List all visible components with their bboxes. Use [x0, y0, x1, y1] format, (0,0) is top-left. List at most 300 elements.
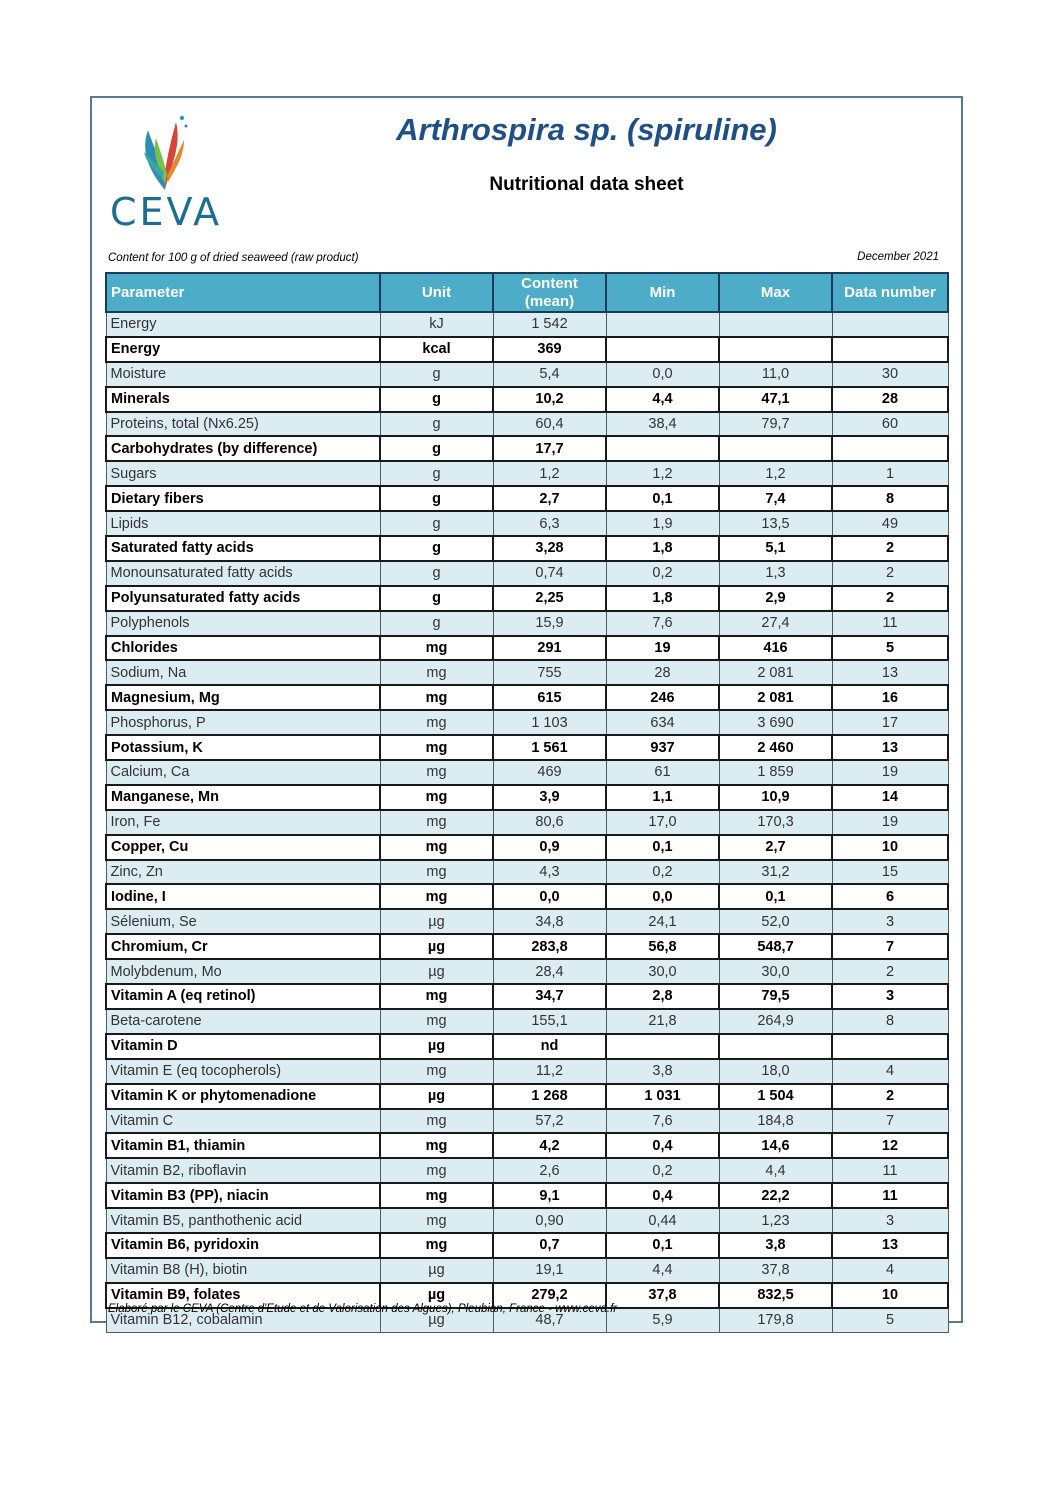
cell-content: 1 542: [493, 312, 606, 337]
cell-max: 7,4: [719, 486, 832, 511]
cell-min: 1,1: [606, 785, 719, 810]
cell-parameter: Chromium, Cr: [106, 934, 380, 959]
cell-parameter: Iodine, I: [106, 884, 380, 909]
cell-max: [719, 337, 832, 362]
cell-max: 11,0: [719, 362, 832, 387]
cell-content: 5,4: [493, 362, 606, 387]
cell-content: 57,2: [493, 1109, 606, 1134]
table-row: [106, 1059, 948, 1084]
cell-min: 19: [606, 636, 719, 661]
cell-min: 37,8: [606, 1283, 719, 1308]
date-label: December 2021: [857, 251, 939, 263]
cell-min: 7,6: [606, 611, 719, 636]
cell-parameter: Monounsaturated fatty acids: [106, 561, 380, 586]
table-row: [106, 835, 948, 860]
cell-min: 38,4: [606, 412, 719, 437]
cell-parameter: Potassium, K: [106, 735, 380, 760]
cell-content: 4,2: [493, 1133, 606, 1158]
cell-max: 3,8: [719, 1233, 832, 1258]
cell-data-number: 13: [832, 1233, 948, 1258]
cell-min: 2,8: [606, 984, 719, 1009]
table-row: [106, 337, 948, 362]
cell-max: 2,7: [719, 835, 832, 860]
cell-unit: g: [380, 387, 493, 412]
cell-max: 2,9: [719, 586, 832, 611]
table-row: [106, 486, 948, 511]
cell-unit: µg: [380, 1283, 493, 1308]
table-row: [106, 884, 948, 909]
cell-data-number: 12: [832, 1133, 948, 1158]
cell-content: 4,3: [493, 860, 606, 885]
cell-min: [606, 337, 719, 362]
table-row: [106, 561, 948, 586]
cell-data-number: 30: [832, 362, 948, 387]
cell-min: 0,1: [606, 1233, 719, 1258]
cell-parameter: Vitamin B5, panthothenic acid: [106, 1208, 380, 1233]
table-row: [106, 984, 948, 1009]
cell-min: 24,1: [606, 909, 719, 934]
cell-max: 10,9: [719, 785, 832, 810]
table-row: [106, 1034, 948, 1059]
cell-unit: mg: [380, 1233, 493, 1258]
cell-parameter: Vitamin B8 (H), biotin: [106, 1258, 380, 1283]
cell-max: 18,0: [719, 1059, 832, 1084]
cell-unit: mg: [380, 636, 493, 661]
cell-data-number: 1: [832, 461, 948, 486]
cell-unit: µg: [380, 1258, 493, 1283]
cell-unit: mg: [380, 835, 493, 860]
cell-content: 11,2: [493, 1059, 606, 1084]
cell-parameter: Vitamin B12, cobalamin: [106, 1308, 380, 1332]
cell-parameter: Polyphenols: [106, 611, 380, 636]
cell-content: 2,6: [493, 1158, 606, 1183]
cell-content: 19,1: [493, 1258, 606, 1283]
cell-content: 291: [493, 636, 606, 661]
cell-min: 5,9: [606, 1308, 719, 1332]
cell-content: 17,7: [493, 436, 606, 461]
cell-content: 469: [493, 760, 606, 785]
cell-min: 3,8: [606, 1059, 719, 1084]
cell-unit: µg: [380, 959, 493, 984]
ceva-logo: [110, 112, 223, 234]
cell-content: nd: [493, 1034, 606, 1059]
cell-parameter: Energy: [106, 312, 380, 337]
cell-unit: kcal: [380, 337, 493, 362]
logo-text: CEVA: [110, 190, 223, 234]
cell-max: 4,4: [719, 1158, 832, 1183]
cell-parameter: Chlorides: [106, 636, 380, 661]
table-row: [106, 1183, 948, 1208]
column-header-parameter: Parameter: [106, 273, 380, 312]
cell-content: 34,8: [493, 909, 606, 934]
cell-unit: g: [380, 511, 493, 536]
cell-min: 61: [606, 760, 719, 785]
cell-min: 0,2: [606, 1158, 719, 1183]
cell-min: 0,2: [606, 561, 719, 586]
cell-data-number: 2: [832, 959, 948, 984]
cell-max: 416: [719, 636, 832, 661]
cell-min: 4,4: [606, 387, 719, 412]
cell-min: 1,9: [606, 511, 719, 536]
cell-max: 30,0: [719, 959, 832, 984]
cell-parameter: Vitamin D: [106, 1034, 380, 1059]
cell-unit: µg: [380, 1034, 493, 1059]
cell-parameter: Beta-carotene: [106, 1009, 380, 1034]
cell-unit: g: [380, 536, 493, 561]
cell-data-number: 11: [832, 1158, 948, 1183]
cell-parameter: Vitamin K or phytomenadione: [106, 1084, 380, 1109]
nutrition-table: [105, 272, 949, 1333]
cell-data-number: 15: [832, 860, 948, 885]
cell-min: 30,0: [606, 959, 719, 984]
cell-parameter: Vitamin B9, folates: [106, 1283, 380, 1308]
cell-data-number: 60: [832, 412, 948, 437]
cell-parameter: Energy: [106, 337, 380, 362]
cell-max: 0,1: [719, 884, 832, 909]
cell-data-number: 3: [832, 1208, 948, 1233]
table-row: [106, 1084, 948, 1109]
cell-data-number: 4: [832, 1059, 948, 1084]
cell-data-number: 2: [832, 586, 948, 611]
cell-unit: g: [380, 486, 493, 511]
cell-content: 3,28: [493, 536, 606, 561]
cell-content: 755: [493, 660, 606, 685]
cell-content: 48,7: [493, 1308, 606, 1332]
cell-data-number: 16: [832, 685, 948, 710]
cell-unit: g: [380, 412, 493, 437]
cell-min: 21,8: [606, 1009, 719, 1034]
seaweed-logo-icon: [110, 112, 220, 192]
cell-min: [606, 436, 719, 461]
table-row: [106, 387, 948, 412]
table-row: [106, 1158, 948, 1183]
cell-content: 6,3: [493, 511, 606, 536]
cell-data-number: 10: [832, 835, 948, 860]
cell-data-number: 3: [832, 984, 948, 1009]
cell-unit: g: [380, 561, 493, 586]
cell-unit: mg: [380, 1208, 493, 1233]
table-row: [106, 959, 948, 984]
cell-data-number: 17: [832, 710, 948, 735]
table-row: [106, 611, 948, 636]
cell-parameter: Iron, Fe: [106, 810, 380, 835]
cell-content: 2,7: [493, 486, 606, 511]
cell-unit: mg: [380, 1109, 493, 1134]
cell-data-number: 8: [832, 486, 948, 511]
cell-data-number: 49: [832, 511, 948, 536]
table-row: [106, 312, 948, 337]
cell-parameter: Sélenium, Se: [106, 909, 380, 934]
cell-min: 7,6: [606, 1109, 719, 1134]
table-row: [106, 909, 948, 934]
cell-data-number: 5: [832, 1308, 948, 1332]
cell-parameter: Calcium, Ca: [106, 760, 380, 785]
cell-unit: mg: [380, 1009, 493, 1034]
cell-parameter: Vitamin B6, pyridoxin: [106, 1233, 380, 1258]
cell-content: 34,7: [493, 984, 606, 1009]
cell-max: 1 504: [719, 1084, 832, 1109]
cell-max: 47,1: [719, 387, 832, 412]
cell-max: 2 460: [719, 735, 832, 760]
cell-data-number: 3: [832, 909, 948, 934]
cell-min: 0,1: [606, 486, 719, 511]
cell-min: 634: [606, 710, 719, 735]
cell-unit: mg: [380, 1158, 493, 1183]
cell-content: 0,9: [493, 835, 606, 860]
cell-max: 1 859: [719, 760, 832, 785]
cell-content: 0,7: [493, 1233, 606, 1258]
cell-unit: mg: [380, 984, 493, 1009]
cell-min: [606, 1034, 719, 1059]
table-row: [106, 1233, 948, 1258]
cell-content: 2,25: [493, 586, 606, 611]
table-row: [106, 636, 948, 661]
table-row: [106, 1258, 948, 1283]
table-row: [106, 362, 948, 387]
cell-data-number: 7: [832, 1109, 948, 1134]
cell-data-number: 11: [832, 1183, 948, 1208]
cell-max: 22,2: [719, 1183, 832, 1208]
table-row: [106, 1133, 948, 1158]
cell-max: [719, 1034, 832, 1059]
table-body: [106, 312, 948, 1332]
cell-parameter: Polyunsaturated fatty acids: [106, 586, 380, 611]
cell-max: 264,9: [719, 1009, 832, 1034]
cell-data-number: 13: [832, 660, 948, 685]
cell-parameter: Vitamin C: [106, 1109, 380, 1134]
table-row: [106, 536, 948, 561]
table-header-row: [106, 273, 948, 312]
cell-max: 2 081: [719, 660, 832, 685]
cell-unit: kJ: [380, 312, 493, 337]
cell-min: 0,0: [606, 884, 719, 909]
cell-data-number: 5: [832, 636, 948, 661]
cell-min: 56,8: [606, 934, 719, 959]
cell-content: 80,6: [493, 810, 606, 835]
cell-unit: g: [380, 436, 493, 461]
cell-parameter: Zinc, Zn: [106, 860, 380, 885]
cell-parameter: Sugars: [106, 461, 380, 486]
cell-content: 28,4: [493, 959, 606, 984]
cell-unit: mg: [380, 660, 493, 685]
table-row: [106, 685, 948, 710]
cell-min: 246: [606, 685, 719, 710]
cell-parameter: Minerals: [106, 387, 380, 412]
cell-unit: mg: [380, 710, 493, 735]
cell-min: 1 031: [606, 1084, 719, 1109]
cell-min: 0,1: [606, 835, 719, 860]
cell-min: 0,0: [606, 362, 719, 387]
cell-min: 0,44: [606, 1208, 719, 1233]
cell-parameter: Moisture: [106, 362, 380, 387]
cell-max: 31,2: [719, 860, 832, 885]
column-header-max: Max: [719, 273, 832, 312]
cell-unit: mg: [380, 760, 493, 785]
page-title: Arthrospira sp. (spiruline): [396, 112, 777, 147]
cell-unit: mg: [380, 735, 493, 760]
cell-max: [719, 312, 832, 337]
cell-parameter: Vitamin B3 (PP), niacin: [106, 1183, 380, 1208]
cell-max: 1,23: [719, 1208, 832, 1233]
cell-data-number: 6: [832, 884, 948, 909]
cell-data-number: 28: [832, 387, 948, 412]
cell-content: 1 103: [493, 710, 606, 735]
cell-parameter: Vitamin E (eq tocopherols): [106, 1059, 380, 1084]
cell-min: 28: [606, 660, 719, 685]
table-row: [106, 660, 948, 685]
column-header-min: Min: [606, 273, 719, 312]
page-subtitle: Nutritional data sheet: [489, 174, 684, 195]
table-row: [106, 860, 948, 885]
cell-unit: g: [380, 611, 493, 636]
cell-data-number: 7: [832, 934, 948, 959]
cell-max: 548,7: [719, 934, 832, 959]
cell-unit: mg: [380, 1059, 493, 1084]
cell-min: 0,4: [606, 1183, 719, 1208]
cell-max: 179,8: [719, 1308, 832, 1332]
cell-max: [719, 436, 832, 461]
column-header-content: Content (mean): [493, 273, 606, 312]
cell-unit: mg: [380, 884, 493, 909]
cell-unit: µg: [380, 1084, 493, 1109]
cell-parameter: Manganese, Mn: [106, 785, 380, 810]
cell-content: 279,2: [493, 1283, 606, 1308]
cell-unit: g: [380, 362, 493, 387]
table-row: [106, 586, 948, 611]
cell-parameter: Carbohydrates (by difference): [106, 436, 380, 461]
cell-min: 1,2: [606, 461, 719, 486]
cell-content: 0,74: [493, 561, 606, 586]
table-row: [106, 436, 948, 461]
cell-data-number: 2: [832, 536, 948, 561]
table-row: [106, 810, 948, 835]
table-row: [106, 1009, 948, 1034]
cell-unit: mg: [380, 860, 493, 885]
cell-min: 0,4: [606, 1133, 719, 1158]
cell-content: 15,9: [493, 611, 606, 636]
cell-max: 1,3: [719, 561, 832, 586]
cell-unit: µg: [380, 934, 493, 959]
cell-data-number: 14: [832, 785, 948, 810]
cell-content: 155,1: [493, 1009, 606, 1034]
cell-data-number: 19: [832, 810, 948, 835]
cell-data-number: 10: [832, 1283, 948, 1308]
cell-content: 369: [493, 337, 606, 362]
cell-max: 79,7: [719, 412, 832, 437]
cell-unit: mg: [380, 685, 493, 710]
cell-content: 0,0: [493, 884, 606, 909]
cell-max: 14,6: [719, 1133, 832, 1158]
cell-data-number: 8: [832, 1009, 948, 1034]
cell-parameter: Molybdenum, Mo: [106, 959, 380, 984]
column-header-data-number: Data number: [832, 273, 948, 312]
cell-min: [606, 312, 719, 337]
table-row: [106, 461, 948, 486]
cell-min: 17,0: [606, 810, 719, 835]
cell-content: 283,8: [493, 934, 606, 959]
content-caption: Content for 100 g of dried seaweed (raw product): [108, 252, 359, 264]
table-row: [106, 760, 948, 785]
cell-data-number: [832, 436, 948, 461]
cell-unit: mg: [380, 785, 493, 810]
cell-max: 184,8: [719, 1109, 832, 1134]
cell-min: 937: [606, 735, 719, 760]
cell-min: 0,2: [606, 860, 719, 885]
cell-max: 27,4: [719, 611, 832, 636]
cell-unit: µg: [380, 1308, 493, 1332]
cell-unit: mg: [380, 1133, 493, 1158]
cell-max: 52,0: [719, 909, 832, 934]
table-row: [106, 412, 948, 437]
cell-content: 9,1: [493, 1183, 606, 1208]
cell-data-number: 11: [832, 611, 948, 636]
cell-parameter: Saturated fatty acids: [106, 536, 380, 561]
cell-data-number: [832, 337, 948, 362]
table-row: [106, 1208, 948, 1233]
cell-unit: g: [380, 461, 493, 486]
cell-min: 1,8: [606, 536, 719, 561]
table-row: [106, 785, 948, 810]
cell-max: 1,2: [719, 461, 832, 486]
cell-parameter: Copper, Cu: [106, 835, 380, 860]
cell-data-number: 19: [832, 760, 948, 785]
cell-data-number: [832, 1034, 948, 1059]
table-row: [106, 1109, 948, 1134]
cell-max: 13,5: [719, 511, 832, 536]
cell-max: 5,1: [719, 536, 832, 561]
cell-content: 1 268: [493, 1084, 606, 1109]
cell-unit: mg: [380, 1183, 493, 1208]
column-header-unit: Unit: [380, 273, 493, 312]
table-row: [106, 735, 948, 760]
cell-parameter: Phosphorus, P: [106, 710, 380, 735]
cell-parameter: Magnesium, Mg: [106, 685, 380, 710]
cell-parameter: Vitamin A (eq retinol): [106, 984, 380, 1009]
cell-parameter: Dietary fibers: [106, 486, 380, 511]
cell-max: 37,8: [719, 1258, 832, 1283]
cell-unit: mg: [380, 810, 493, 835]
cell-max: 3 690: [719, 710, 832, 735]
cell-content: 1 561: [493, 735, 606, 760]
footer-credit: Elaboré par le CEVA (Centre d'Etude et de Valorisation des Algues), Pleubian, France - www.ceva.fr: [108, 1303, 618, 1315]
cell-parameter: Proteins, total (Nx6.25): [106, 412, 380, 437]
cell-parameter: Lipids: [106, 511, 380, 536]
cell-max: 832,5: [719, 1283, 832, 1308]
cell-content: 615: [493, 685, 606, 710]
cell-data-number: [832, 312, 948, 337]
cell-parameter: Vitamin B2, riboflavin: [106, 1158, 380, 1183]
cell-data-number: 4: [832, 1258, 948, 1283]
cell-unit: µg: [380, 909, 493, 934]
cell-max: 2 081: [719, 685, 832, 710]
cell-content: 60,4: [493, 412, 606, 437]
cell-min: 4,4: [606, 1258, 719, 1283]
cell-max: 79,5: [719, 984, 832, 1009]
cell-content: 3,9: [493, 785, 606, 810]
cell-unit: g: [380, 586, 493, 611]
cell-data-number: 2: [832, 1084, 948, 1109]
cell-parameter: Sodium, Na: [106, 660, 380, 685]
cell-data-number: 13: [832, 735, 948, 760]
cell-content: 0,90: [493, 1208, 606, 1233]
data-sheet: [90, 96, 963, 1329]
cell-data-number: 2: [832, 561, 948, 586]
cell-min: 1,8: [606, 586, 719, 611]
cell-content: 10,2: [493, 387, 606, 412]
cell-content: 1,2: [493, 461, 606, 486]
table-row: [106, 511, 948, 536]
table-row: [106, 934, 948, 959]
